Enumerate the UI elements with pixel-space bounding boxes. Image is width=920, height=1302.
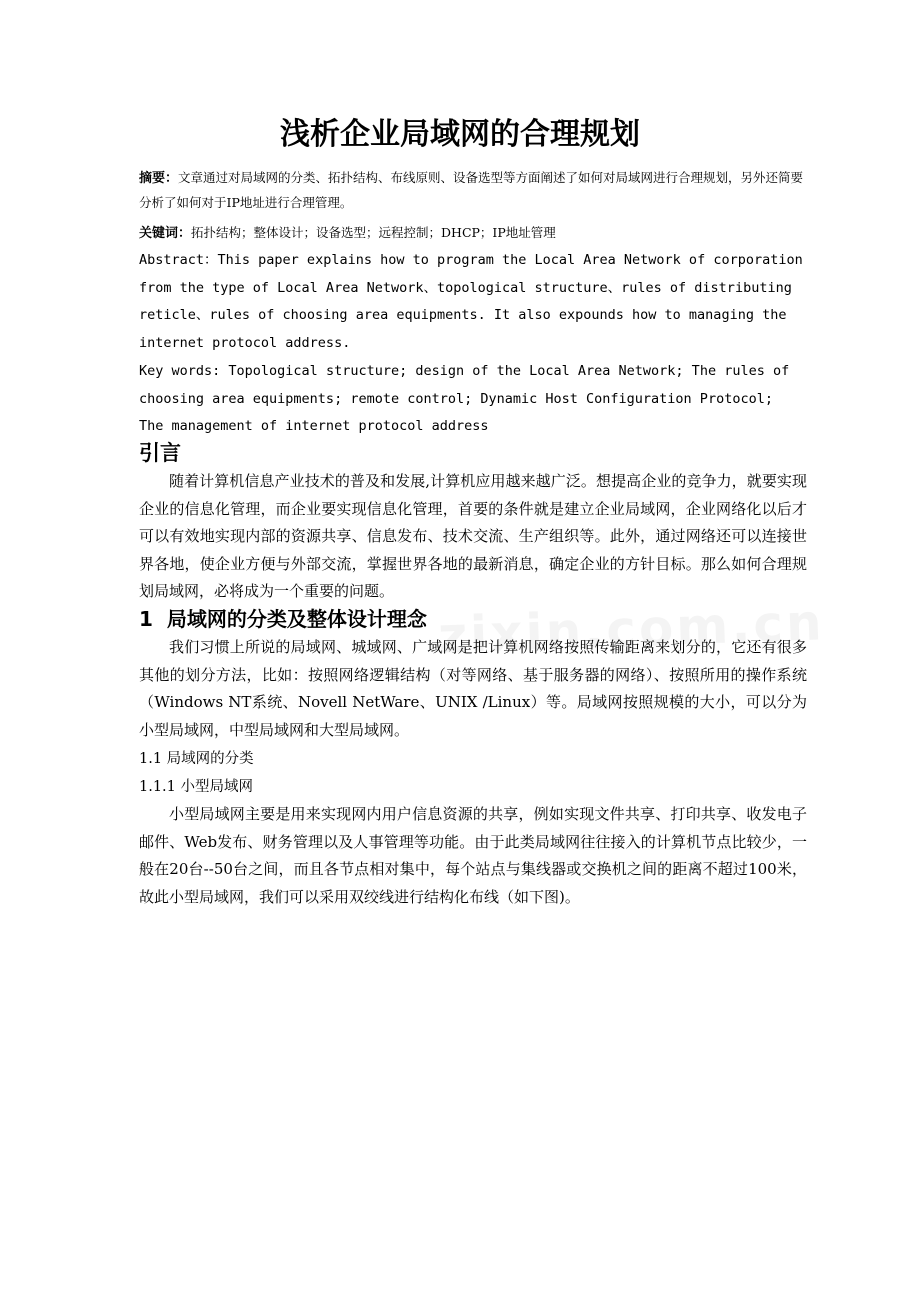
keywords-en-label: Key words: (139, 363, 221, 379)
abstract-en-line: Abstract：This paper explains how to program the Local Area Network of corporation (139, 252, 803, 268)
keywords-cn-text: 拓扑结构；整体设计；设备选型；远程控制；DHCP；IP地址管理 (191, 225, 556, 240)
intro-paragraph: 随着计算机信息产业技术的普及和发展,计算机应用越来越广泛。想提高企业的竞争力，就要实现企业的信息化管理，而企业要实现信息化管理，首要的条件就是建立企业局域网，企业网络化以后才可以有效地实现内部的资源共享、信息发布、技术交流、生产组织等。此外，通过网络还可以连接世界各地，使企业方便与外部交流，掌握世界各地的最新消息，确定企业的方针目标。那么如何合理规划局域网，必将成为一个重要的问题。 (139, 472, 807, 600)
abstract-en (139, 247, 807, 358)
keywords-en-line: The management of internet protocol address (139, 418, 489, 435)
abstract-en-label: Abstract： (139, 252, 218, 268)
keywords-cn (139, 221, 807, 246)
heading-introduction: 引言 (139, 441, 181, 465)
abstract-cn (139, 166, 807, 215)
heading-section-1: 1 局域网的分类及整体设计理念 (139, 607, 427, 631)
section-1-paragraph: 我们习惯上所说的局域网、城域网、广域网是把计算机网络按照传输距离来划分的，它还有很多其他的划分方法，比如：按照网络逻辑结构（对等网络、基于服务器的网络）、按照所用的操作系统（Windows NT系统、Novell NetWare、UNIX /Linux）等。局域网按照规模的大小，可以分为小型局域网，中型局域网和大型局域网。 (139, 638, 807, 739)
abstract-en-line: reticle、rules of choosing area equipments. It also expounds how to managing the (139, 307, 787, 324)
abstract-en-line: internet protocol address. (139, 335, 351, 352)
abstract-cn-text: 文章通过对局域网的分类、拓扑结构、布线原则、设备选型等方面阐述了如何对局域网进行合理规划，另外还简要分析了如何对于IP地址进行合理管理。 (139, 170, 804, 210)
abstract-cn-label: 摘要： (139, 171, 179, 186)
heading-section-1-1: 1.1 局域网的分类 (139, 751, 254, 767)
keywords-en (139, 358, 807, 441)
keywords-en-line: choosing area equipments; remote control; Dynamic Host Configuration Protocol; (139, 390, 773, 407)
keywords-en-line: Key words: Topological structure; design of the Local Area Network; The rules of (139, 363, 790, 379)
keywords-cn-label: 关键词： (139, 226, 192, 241)
heading-section-1-1-1: 1.1.1 小型局域网 (139, 779, 254, 795)
section-1-1-1-paragraph: 小型局域网主要是用来实现网内用户信息资源的共享，例如实现文件共享、打印共享、收发电子邮件、Web发布、财务管理以及人事管理等功能。由于此类局域网往往接入的计算机节点比较少，一般在20台--50台之间，而且各节点相对集中，每个站点与集线器或交换机之间的距离不超过100米，故此小型局域网，我们可以采用双绞线进行结构化布线（如下图)。 (139, 805, 807, 906)
abstract-en-line: from the type of Local Area Network、topological structure、rules of distributing (139, 279, 792, 296)
document-title: 浅析企业局域网的合理规划 (280, 117, 640, 152)
